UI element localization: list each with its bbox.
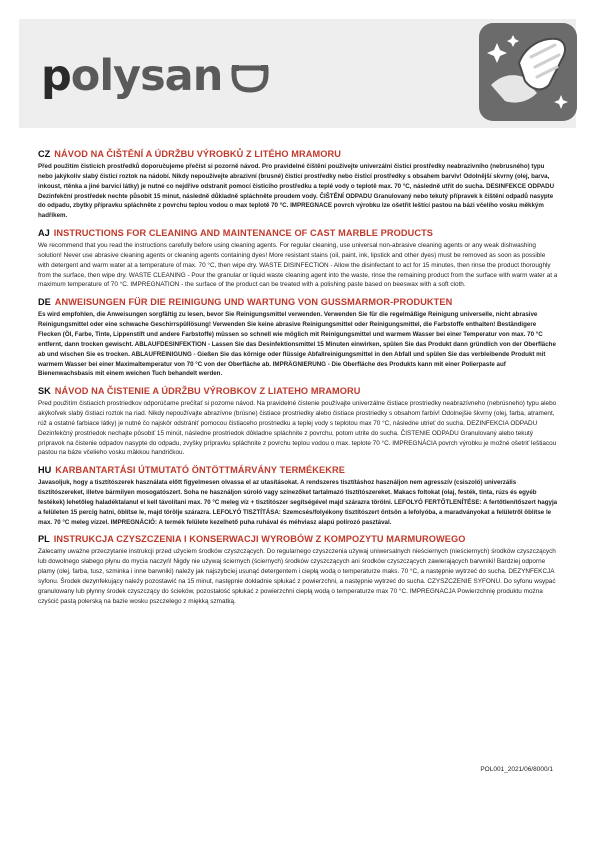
document-code: POL001_2021/06/8000/1 — [480, 766, 553, 773]
instructions-content — [38, 148, 558, 613]
language-code: CZ — [38, 149, 51, 159]
washbasin-icon — [230, 64, 270, 94]
section-title: NÁVOD NA ČISTENIE A ÚDRŽBU VÝROBKOV Z LIATEHO MRAMORU — [54, 386, 361, 397]
polysan-logo — [41, 51, 270, 101]
section-body: Javasoljuk, hogy a tisztítószerek használata előtt figyelmesen olvassa el az utasításokat. A rendszeres tisztításhoz használjon nem agresszív (csiszoló) univerzális tisztítószereket, illetve bármilyen mosogatószert. Soha ne használjon súroló vagy színezőket tartalmazó tisztítószereket. Makacs foltokat (olaj, festék, tinta, rúzs és egyéb festékek) lehetőleg haladéktalanul el kell távolítani max. 70 °C meleg víz + tisztítószer segítségével majd szárazra törölni. LEFOLYÓ FERTŐTLENÍTÉSE: A fertőtlenítőszert hagyja a felületen 15 percig hatni, öblítse le, majd törölje szárazra. LEFOLYÓ TISZTÍTÁSA: Szemcsés/folyékony tisztítószert öntsön a lefolyóba, a maradványokat a felületről öblítse le max. 70 °C meleg vízzel. IMPREGNÁCIÓ: A termék felülete kezelhető puha ruhával és méhviasz alapú polírozó pasztával. — [38, 479, 558, 526]
section-pl — [38, 533, 558, 606]
section-cz — [38, 148, 558, 221]
section-heading — [38, 464, 558, 476]
section-hu — [38, 464, 558, 527]
language-code: PL — [38, 534, 50, 545]
language-code: AJ — [38, 228, 50, 239]
section-body: Zalecamy uważne przeczytanie instrukcji przed użyciem środków czyszczących. Do regularnego czyszczenia używaj uniwersalnych nieściernych (nieściernych) środków czyszczących lub dowolnego słabego płynu do mycia naczyń! Nigdy nie używaj ściernych (ściernych) środków czyszczących ani środków czyszczących zawierających barwniki! Bardziej odporne plamy (olej, farba, tusz, szminka i inne barwniki) należy jak najszybciej usunąć detergentem i ciepłą wodą o temperaturze maks. 70 °C, a następnie wytrzeć do sucha. DEZYNFEKCJA syfonu. Środek dezynfekujący należy pozostawić na 15 minut, następnie dokładnie spłukać z powierzchni, a następnie wytrzeć do sucha. CZYSZCZENIE SYFONU. Do syfonu wsypać granulowany lub płynny środek czyszczący do ścieków, pozostałość spłukać z powierzchni ciepłą wodą o temperaturze max 70 °C. IMPREGNACJA Powierzchnię produktu można czyścić pastą polerską na bazie wosku pszczelego z miękką szmatką. — [38, 548, 556, 605]
section-title: INSTRUCTIONS FOR CLEANING AND MAINTENANCE OF CAST MARBLE PRODUCTS — [53, 228, 434, 239]
cleaning-glove-icon — [479, 23, 577, 121]
language-code: DE — [38, 297, 51, 308]
section-body: Před použitím čisticích prostředků doporučujeme přečíst si pozorně návod. Pro pravidelné čištění používejte univerzální čisticí prostředky neabrazivního (nebrusného) typu nebo jakýkoliv slabý čisticí roztok na nádobí. Nikdy nepoužívejte abrazivní (brusné) čisticí prostředky nebo čisticí prostředky s obsahem barviv! Odolnější skvrny (olej, barva, inkoust, rtěnka a jiné barvicí látky) je nutné co nejdříve odstranit pomocí čisticího prostředku a teplé vody o teplotě max. 70 °C, následně utřít do sucha. DESINFEKCE ODPADU Dezinfekční prostředek nechte působit 15 minut, následně důkladně spláchněte proudem vody. ČIŠTĚNÍ ODPADU Granulovaný nebo tekutý přípravek k čištění odpadů nasypte do odpadu, zbytky přípravku spláchněte z povrchu teplou vodou o max teplotě 70 °C. IMPREGNACE povrch výrobku lze ošetřit leštící pastou na bázi včelího vosku měkkým hadříkem. — [38, 163, 555, 220]
language-code: SK — [38, 386, 51, 397]
section-aj — [38, 227, 558, 290]
section-heading — [38, 296, 558, 308]
section-title: KARBANTARTÁSI ÚTMUTATÓ ÖNTÖTTMÁRVÁNY TERMÉKEKRE — [55, 465, 345, 476]
section-body: Es wird empfohlen, die Anweisungen sorgfältig zu lesen, bevor Sie Reinigungsmittel verwenden. Verwenden Sie für die regelmäßige Reinigung universelle, nicht abrasive Reinigungsmittel oder eine schwache Geschirrspüllösung! Verwenden Sie keine abrasive Reinigungsmittel oder Reinigungsmittel, die Farbstoffe enthalten! Beständigere Flecken (Öl, Farbe, Tinte, Lippenstift und andere Farbstoffe) müssen so schnell wie möglich mit Reinigungsmittel und warmem Wasser bei einer Temperatur von max. 70 °C entfernt, dann trocken gewischt. ABLAUFDESINFEKTION - Lassen Sie das Desinfektionsmittel 15 Minuten einwirken, spülen Sie das Produkt dann gründlich von der Oberfläche ab und wischen Sie es trocken. ABLAUFREINIGUNG - Gießen Sie das körnige oder flüssige Abfallreinigungsmittel in den Abfall und spülen Sie das verbleibende Produkt mit warmem Wasser bei einer Maximaltemperatur von 70 °C von der Oberfläche ab. IMPRÄGNIERUNG - Die Oberfläche des Produkts kann mit einer Polierpaste auf Bienenwachsbasis mit einem weichen Tuch behandelt werden. — [38, 311, 556, 378]
section-de — [38, 296, 558, 379]
section-body: We recommend that you read the instructions carefully before using cleaning agents. For regular cleaning, use universal non-abrasive cleaning agents or any weak dishwashing solution! Never use abrasive cleaning agents or cleaning agents containing dyes! More resistant stains (oil, paint, ink, lipstick and other dyes) must be removed as soon as possible with detergent and warm water at a temperature of max. 70 °C, then wipe dry. WASTE DISINFECTION - Allow the disinfectant to act for 15 minutes, then rinse the product thoroughly from the surface, then wipe dry. WASTE CLEANING - Pour the granular or liquid waste cleaning agent into the waste, rinse the remaining product from the surface with warm water at a maximum temperature of 70 °C. IMPREGNATION - the surface of the product can be treated with a polishing paste based on beeswax with a soft cloth. — [38, 242, 558, 289]
language-code: HU — [38, 465, 52, 476]
section-heading — [38, 148, 558, 160]
section-title: INSTRUKCJA CZYSZCZENIA I KONSERWACJI WYROBÓW Z KOMPOZYTU MARMUROWEGO — [53, 534, 466, 545]
section-body: Pred použitím čistiacich prostriedkov odporúčame prečítať si pozorne návod. Na pravidelné čistenie používajte univerzálne čistiace prostriedky neabrazívneho (nebrúsneho) typu alebo akýkoľvek slabý čistiaci roztok na riad. Nikdy nepoužívajte abrazívne (brúsne) čistiace prostriedky alebo čistiace prostriedky s obsahom farbív! Odolnejšie škvrny (olej, farba, atrament, rúž a ostatné farbiace látky) je nutné čo najskôr odstrániť pomocou čistiaceho prostriedku a teplej vody s teplotou max 70 °C, následne utrieť do sucha. DEZINFEKCIA ODPADU Dezinfekčný prostriedok nechajte pôsobiť 15 minút, následne prostriedok dôkladne spláchnite z povrchu, potom utrite do sucha. ČISTENIE ODPADU Granulovaný alebo tekutý prípravok na čistenie odpadov nasypte do odpadu, zvyšky prípravku spláchnite z povrchu teplou vodou o max. teplote 70 °C. IMPREGNÁCIA povrch výrobku je možné ošetriť leštiacou pastou na báze včelieho vosku mäkkou handričkou. — [38, 400, 557, 457]
section-title: NÁVOD NA ČIŠTĚNÍ A ÚDRŽBU VÝROBKŮ Z LITÉHO MRAMORU — [54, 149, 341, 159]
logo-wordmark: polysan — [41, 50, 223, 101]
section-heading — [38, 385, 558, 397]
section-title: ANWEISUNGEN FÜR DIE REINIGUNG UND WARTUNG VON GUSSMARMOR-PRODUKTEN — [54, 297, 453, 308]
section-heading — [38, 533, 558, 545]
header-banner — [19, 19, 576, 128]
section-sk — [38, 385, 558, 458]
section-heading — [38, 227, 558, 239]
